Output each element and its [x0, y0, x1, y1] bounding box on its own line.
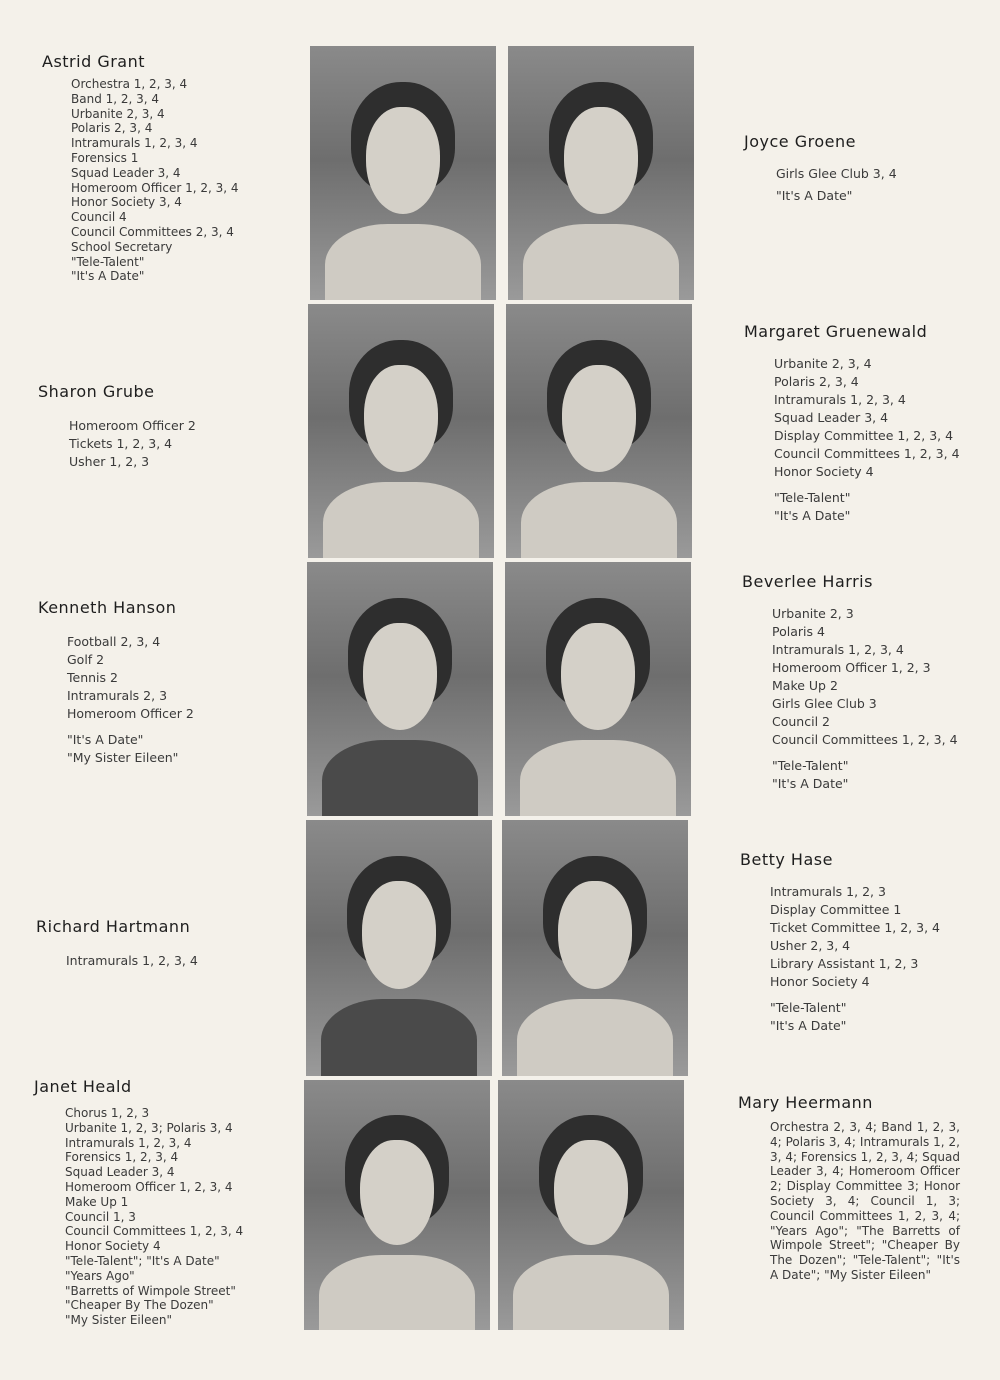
play-item: "Tele-Talent"	[71, 254, 145, 269]
activity-item: Homeroom Officer 1, 2, 3	[772, 660, 931, 675]
play-item: "Tele-Talent"	[770, 1000, 847, 1015]
activity-item: Usher 1, 2, 3	[69, 454, 150, 469]
play-item: "My Sister Eileen"	[65, 1313, 172, 1328]
student-entry-joyce-groene	[744, 132, 984, 205]
activity-item: Council Committees 1, 2, 3, 4	[772, 732, 958, 747]
activity-item: Squad Leader 3, 4	[774, 410, 889, 425]
activity-item: Orchestra 1, 2, 3, 4	[71, 77, 188, 91]
play-item: "Tele-Talent"; "It's A Date"	[65, 1253, 220, 1268]
play-item: "It's A Date"	[774, 508, 851, 523]
activity-item: Library Assistant 1, 2, 3	[770, 956, 919, 971]
activity-item: Polaris 2, 3, 4	[71, 121, 153, 136]
student-name: Joyce Groene	[744, 132, 856, 151]
activity-item: Forensics 1	[71, 150, 139, 165]
play-list	[65, 1254, 294, 1328]
activity-item: Honor Society 4	[65, 1239, 161, 1254]
activity-item: Squad Leader 3, 4	[71, 165, 181, 180]
activity-item: Homeroom Officer 1, 2, 3, 4	[71, 180, 239, 195]
activity-item: Tennis 2	[67, 670, 118, 685]
play-list	[71, 255, 292, 285]
activity-paragraph: Orchestra 2, 3, 4; Band 1, 2, 3, 4; Polaris 3, 4; Intramurals 1, 2, 3, 4; Forensics 1, 2, 3, 4; Squad Leader 3, 4; Homeroom Officer 2; Display Committee 3; Honor Society 3, 4; Council 1, 3; Council Committees 1, 2, 3, 4; "Years Ago"; "The Barretts of Wimpole Street"; "Cheaper By The Dozen"; "Tele-Talent"; "It's A Date"; "My Sister Eileen"	[770, 1120, 960, 1282]
activity-list	[66, 952, 286, 970]
play-list	[776, 187, 984, 205]
activity-item: Council Committees 1, 2, 3, 4	[774, 446, 960, 461]
activity-item: Honor Society 3, 4	[71, 195, 182, 210]
student-name: Sharon Grube	[38, 382, 155, 401]
activity-list	[71, 77, 292, 255]
play-item: "It's A Date"	[67, 732, 144, 747]
activity-list	[67, 633, 288, 723]
play-item: "Tele-Talent"	[772, 758, 849, 773]
play-item: "It's A Date"	[772, 776, 849, 791]
play-item: "My Sister Eileen"	[67, 750, 179, 765]
activity-list	[774, 355, 994, 481]
portrait-photo-sharon-grube	[308, 304, 494, 558]
activity-item: Homeroom Officer 2	[69, 418, 196, 433]
portrait-photo-richard-hartmann	[306, 820, 492, 1076]
activity-item: Council Committees 1, 2, 3, 4	[65, 1224, 244, 1239]
activity-list	[69, 417, 288, 471]
play-item: "It's A Date"	[770, 1018, 847, 1033]
student-entry-richard-hartmann	[36, 917, 286, 970]
portrait-photo-beverlee-harris	[505, 562, 691, 816]
activity-list	[65, 1106, 294, 1254]
play-item: "It's A Date"	[776, 188, 853, 203]
student-name: Richard Hartmann	[36, 917, 191, 936]
play-list	[770, 999, 990, 1035]
activity-item: Football 2, 3, 4	[67, 634, 161, 649]
activity-item: Polaris 4	[772, 624, 825, 639]
activity-item: Intramurals 1, 2, 3, 4	[772, 642, 904, 657]
activity-item: Girls Glee Club 3	[772, 696, 877, 711]
activity-item: Intramurals 1, 2, 3, 4	[71, 136, 198, 151]
activity-item: Display Committee 1, 2, 3, 4	[774, 428, 954, 443]
student-name: Margaret Gruenewald	[744, 322, 928, 341]
activity-item: Forensics 1, 2, 3, 4	[65, 1150, 179, 1165]
student-name: Kenneth Hanson	[38, 598, 177, 617]
student-entry-mary-heermann	[738, 1093, 978, 1283]
student-entry-kenneth-hanson	[38, 598, 288, 767]
activity-item: Urbanite 2, 3, 4	[774, 356, 872, 371]
student-entry-betty-hase	[740, 850, 990, 1035]
student-name: Beverlee Harris	[742, 572, 873, 591]
activity-item: Usher 2, 3, 4	[770, 938, 851, 953]
activity-list	[770, 883, 990, 991]
activity-item: Urbanite 2, 3, 4	[71, 106, 165, 121]
activity-item: Intramurals 2, 3	[67, 688, 168, 703]
activity-item: School Secretary	[71, 239, 173, 254]
activity-list	[776, 165, 984, 183]
activity-item: Golf 2	[67, 652, 105, 667]
student-entry-astrid-grant	[42, 52, 292, 284]
activity-item: Polaris 2, 3, 4	[774, 374, 859, 389]
portrait-photo-betty-hase	[502, 820, 688, 1076]
activity-item: Make Up 1	[65, 1194, 129, 1209]
portrait-photo-mary-heermann	[498, 1080, 684, 1330]
activity-item: Squad Leader 3, 4	[65, 1165, 175, 1180]
activity-item: Display Committee 1	[770, 902, 902, 917]
activity-item: Intramurals 1, 2, 3, 4	[65, 1135, 192, 1150]
play-item: "Cheaper By The Dozen"	[65, 1298, 214, 1313]
activity-item: Homeroom Officer 2	[67, 706, 194, 721]
activity-item: Council 2	[772, 714, 830, 729]
activity-list	[772, 605, 992, 749]
student-name: Mary Heermann	[738, 1093, 873, 1112]
play-item: "Barretts of Wimpole Street"	[65, 1283, 236, 1298]
portrait-photo-kenneth-hanson	[307, 562, 493, 816]
activity-item: Intramurals 1, 2, 3, 4	[774, 392, 906, 407]
activity-item: Chorus 1, 2, 3	[65, 1106, 150, 1120]
activity-item: Urbanite 2, 3	[772, 606, 854, 621]
student-entry-sharon-grube	[38, 382, 288, 471]
activity-item: Honor Society 4	[770, 974, 870, 989]
student-entry-beverlee-harris	[742, 572, 992, 793]
activity-item: Council Committees 2, 3, 4	[71, 224, 234, 239]
activity-item: Urbanite 1, 2, 3; Polaris 3, 4	[65, 1120, 233, 1135]
play-item: "Tele-Talent"	[774, 490, 851, 505]
student-entry-janet-heald	[34, 1077, 294, 1328]
activity-item: Council 4	[71, 210, 127, 225]
portrait-photo-janet-heald	[304, 1080, 490, 1330]
play-list	[67, 731, 288, 767]
activity-item: Ticket Committee 1, 2, 3, 4	[770, 920, 940, 935]
portrait-photo-joyce-groene	[508, 46, 694, 300]
activity-item: Intramurals 1, 2, 3, 4	[66, 953, 198, 968]
activity-item: Band 1, 2, 3, 4	[71, 91, 160, 106]
play-item: "It's A Date"	[71, 269, 145, 284]
play-list	[774, 489, 994, 525]
activity-item: Girls Glee Club 3, 4	[776, 166, 897, 181]
student-entry-margaret-gruenewald	[744, 322, 994, 525]
student-name: Janet Heald	[34, 1077, 132, 1096]
activity-item: Intramurals 1, 2, 3	[770, 884, 886, 899]
play-list	[772, 757, 992, 793]
activity-item: Homeroom Officer 1, 2, 3, 4	[65, 1179, 233, 1194]
activity-item: Honor Society 4	[774, 464, 874, 479]
activity-item: Council 1, 3	[65, 1209, 136, 1224]
portrait-photo-astrid-grant	[310, 46, 496, 300]
activity-item: Tickets 1, 2, 3, 4	[69, 436, 173, 451]
student-name: Astrid Grant	[42, 52, 146, 71]
portrait-photo-margaret-gruenewald	[506, 304, 692, 558]
student-name: Betty Hase	[740, 850, 833, 869]
activity-item: Make Up 2	[772, 678, 838, 693]
play-item: "Years Ago"	[65, 1268, 135, 1283]
